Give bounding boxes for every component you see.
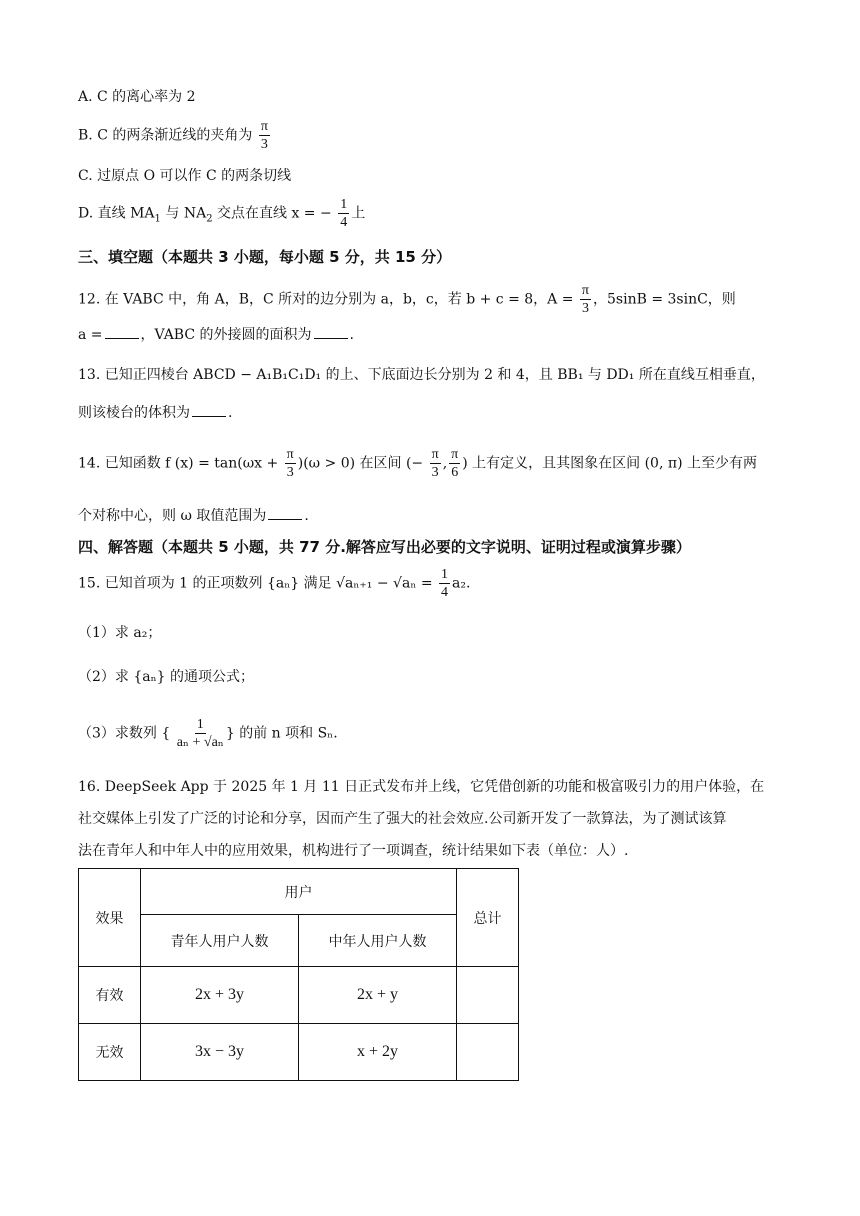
- option-d-letter: D.: [78, 205, 94, 222]
- fraction-numerator: 1: [441, 567, 449, 582]
- q13-text: 则该棱台的体积为: [78, 405, 190, 421]
- middle-value: 2x + y: [298, 967, 456, 1024]
- fraction-numerator: π: [286, 447, 294, 462]
- option-d-text4: 上: [351, 205, 366, 222]
- q12-line2: [78, 324, 354, 344]
- period: .: [228, 405, 233, 421]
- option-d: [78, 196, 365, 231]
- q15-stem: [78, 566, 470, 601]
- table-row: [79, 1024, 519, 1081]
- table-header-row: [79, 869, 519, 915]
- total-value: [456, 1024, 518, 1081]
- option-a-text: C 的离心率为 2: [97, 89, 196, 105]
- q14-line1: [78, 446, 757, 481]
- fraction-numerator: π: [260, 119, 268, 134]
- q15-text-a: 15. 已知首项为 1 的正项数列 {aₙ} 满足 √aₙ₊₁ − √aₙ =: [78, 575, 433, 592]
- period: .: [349, 327, 354, 343]
- q12-text-a: 12. 在 VABC 中，角 A，B，C 所对的边分别为 a，b，c，若 b + c = 8，A =: [78, 291, 574, 308]
- young-value: 3x − 3y: [141, 1024, 299, 1081]
- table-row: [79, 967, 519, 1024]
- option-d-text2: 与 NA: [160, 205, 207, 222]
- q15-fraction: [439, 566, 450, 601]
- q16-line1: 16. DeepSeek App 于 2025 年 1 月 11 日正式发布并上线，它凭借创新的功能和极富吸引力的用户体验，在: [78, 779, 765, 795]
- period: .: [304, 508, 309, 524]
- q13-line1: 13. 已知正四棱台 ABCD − A₁B₁C₁D₁ 的上、下底面边长分别为 2 和 4，且 BB₁ 与 DD₁ 所在直线互相垂直，: [78, 367, 765, 383]
- q14-fraction-2: [430, 446, 441, 481]
- fraction-denominator: 6: [451, 465, 459, 480]
- q15-part3-text-b: } 的前 n 项和 Sₙ.: [225, 725, 338, 742]
- q15-text-b: a₂.: [452, 575, 471, 592]
- q15-part3: [78, 716, 338, 751]
- fraction-denominator: 4: [340, 215, 348, 230]
- q12-a-label: a =: [78, 327, 103, 343]
- fraction-numerator: π: [581, 283, 589, 298]
- fraction-denominator: 4: [441, 585, 449, 600]
- survey-table: [78, 868, 519, 1081]
- total-header: 总计: [456, 869, 518, 967]
- q14-fraction-1: [285, 446, 296, 481]
- q12-fraction: [580, 282, 591, 317]
- table-subheader-row: [79, 915, 519, 967]
- option-c-letter: C.: [78, 168, 93, 184]
- q15-part1: （1）求 a₂；: [78, 625, 162, 641]
- option-b-letter: B.: [78, 127, 93, 144]
- option-a: [78, 86, 196, 106]
- option-d-sub1: 1: [154, 213, 161, 225]
- q15-part2: （2）求 {aₙ} 的通项公式；: [78, 669, 255, 685]
- q16-line2: 社交媒体上引发了广泛的讨论和分享，因而产生了强大的社会效应.公司新开发了一款算法，为了测试该算: [78, 811, 727, 827]
- effect-header: 效果: [79, 869, 141, 967]
- section-3-heading: 三、填空题（本题共 3 小题，每小题 5 分，共 15 分）: [78, 248, 452, 266]
- option-d-fraction: [338, 196, 349, 231]
- option-b-text: C 的两条渐近线的夹角为: [97, 127, 253, 144]
- option-c: [78, 165, 291, 185]
- q14-text-d: 个对称中心，则 ω 取值范围为: [78, 508, 267, 524]
- fraction-numerator: 1: [196, 717, 204, 732]
- fraction-denominator: 3: [260, 137, 268, 152]
- q14-text-a: 14. 已知函数 f (x) = tan(ωx +: [78, 455, 279, 472]
- q15-part3-text-a: （3）求数列 {: [78, 725, 171, 742]
- q14-fraction-3: [449, 446, 460, 481]
- option-a-letter: A.: [78, 89, 93, 105]
- section-4-heading: 四、解答题（本题共 5 小题，共 77 分.解答应写出必要的文字说明、证明过程或演算步骤）: [78, 538, 691, 556]
- fraction-numerator: π: [451, 447, 459, 462]
- q12-line1: [78, 282, 736, 317]
- young-users-header: 青年人用户人数: [141, 915, 299, 967]
- q14-text-b: )(ω > 0) 在区间 (−: [297, 455, 424, 472]
- option-d-text1: 直线 MA: [97, 205, 155, 222]
- option-c-text: 过原点 O 可以作 C 的两条切线: [97, 168, 292, 184]
- middle-value: x + 2y: [298, 1024, 456, 1081]
- option-d-text3: 交点在直线 x = −: [212, 205, 332, 222]
- users-header: 用户: [141, 869, 457, 915]
- comma: ,: [442, 455, 448, 472]
- young-value: 2x + 3y: [141, 967, 299, 1024]
- fraction-denominator: 3: [581, 301, 589, 316]
- row-label: 有效: [79, 967, 141, 1024]
- q16-line3: 法在青年人和中年人中的应用效果，机构进行了一项调查，统计结果如下表（单位：人）.: [78, 843, 629, 859]
- answer-blank: [192, 404, 226, 417]
- option-d-sub2: 2: [206, 213, 213, 225]
- option-b-fraction: [259, 118, 270, 153]
- option-b: [78, 118, 272, 153]
- fraction-denominator: 3: [286, 465, 294, 480]
- q12-area-label: ，VABC 的外接圆的面积为: [140, 327, 312, 343]
- answer-blank: [314, 326, 348, 339]
- answer-blank: [105, 326, 139, 339]
- row-label: 无效: [79, 1024, 141, 1081]
- q15-part3-fraction: [177, 716, 224, 751]
- total-value: [456, 967, 518, 1024]
- fraction-denominator: aₙ + √aₙ: [176, 735, 224, 750]
- fraction-numerator: π: [431, 447, 439, 462]
- q12-text-b: ，5sinB = 3sinC，则: [593, 291, 736, 308]
- answer-blank: [268, 507, 302, 520]
- middle-users-header: 中年人用户人数: [298, 915, 456, 967]
- q14-line2: [78, 505, 309, 525]
- fraction-numerator: 1: [340, 197, 348, 212]
- q14-text-c: ) 上有定义，且其图象在区间 (0, π) 上至少有两: [462, 455, 757, 472]
- fraction-denominator: 3: [431, 465, 439, 480]
- q13-line2: [78, 402, 232, 422]
